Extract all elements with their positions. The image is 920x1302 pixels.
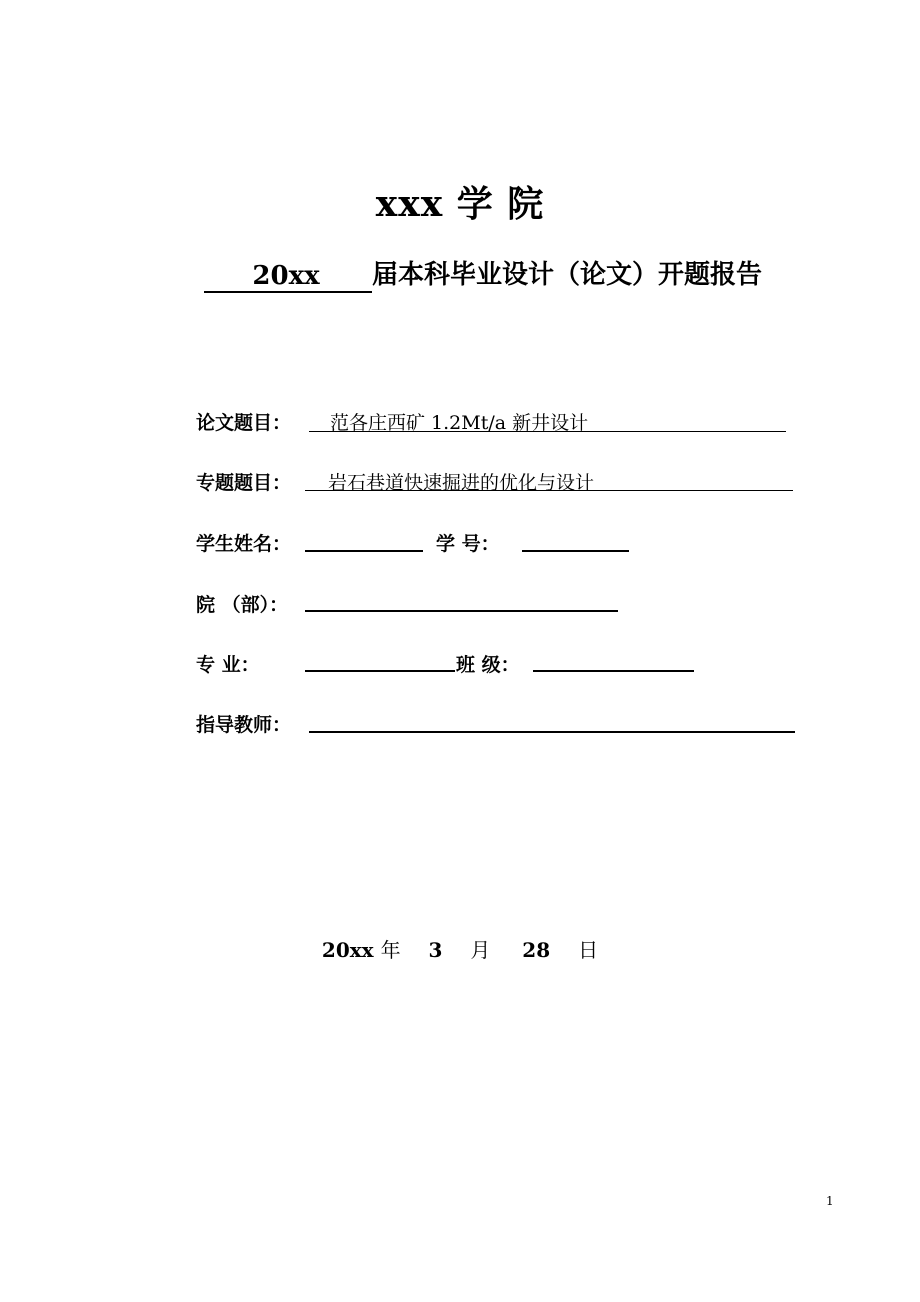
student-id-underline bbox=[522, 550, 629, 552]
topic-value: 岩石巷道快速掘进的优化与设计 bbox=[328, 472, 595, 494]
report-title-text: 届本科毕业设计（论文）开题报告 bbox=[372, 260, 763, 290]
date-year-unit: 年 bbox=[380, 938, 401, 962]
report-title-line bbox=[204, 254, 762, 292]
topic-label: 专题题目： bbox=[196, 472, 292, 494]
page-number: 1 bbox=[826, 1194, 834, 1208]
class-label: 班 级： bbox=[456, 654, 520, 676]
major-underline bbox=[305, 670, 455, 672]
student-name-underline bbox=[305, 550, 423, 552]
student-name-label: 学生姓名： bbox=[196, 533, 292, 555]
report-date bbox=[0, 934, 920, 963]
topic-underline bbox=[305, 490, 793, 491]
thesis-title-value: 范各庄西矿 1.2Mt/a 新井设计 bbox=[330, 412, 589, 434]
advisor-label: 指导教师： bbox=[196, 714, 292, 736]
department-underline bbox=[305, 610, 618, 612]
advisor-underline bbox=[309, 731, 795, 733]
date-year: 20xx bbox=[321, 938, 374, 962]
date-month: 3 bbox=[428, 938, 443, 962]
student-id-label: 学 号： bbox=[436, 533, 500, 555]
institution-title: xxx 学 院 bbox=[375, 183, 545, 225]
class-underline bbox=[533, 670, 694, 672]
date-month-unit: 月 bbox=[470, 938, 491, 962]
graduation-year-text: 20xx bbox=[252, 261, 320, 291]
date-day-unit: 日 bbox=[578, 938, 599, 962]
thesis-title-label: 论文题目： bbox=[196, 412, 292, 434]
major-label: 专 业： bbox=[196, 654, 260, 676]
thesis-title-underline bbox=[309, 431, 786, 432]
date-day: 28 bbox=[522, 938, 551, 962]
department-label: 院 （部）： bbox=[196, 594, 289, 616]
graduation-year-blank bbox=[204, 261, 372, 293]
